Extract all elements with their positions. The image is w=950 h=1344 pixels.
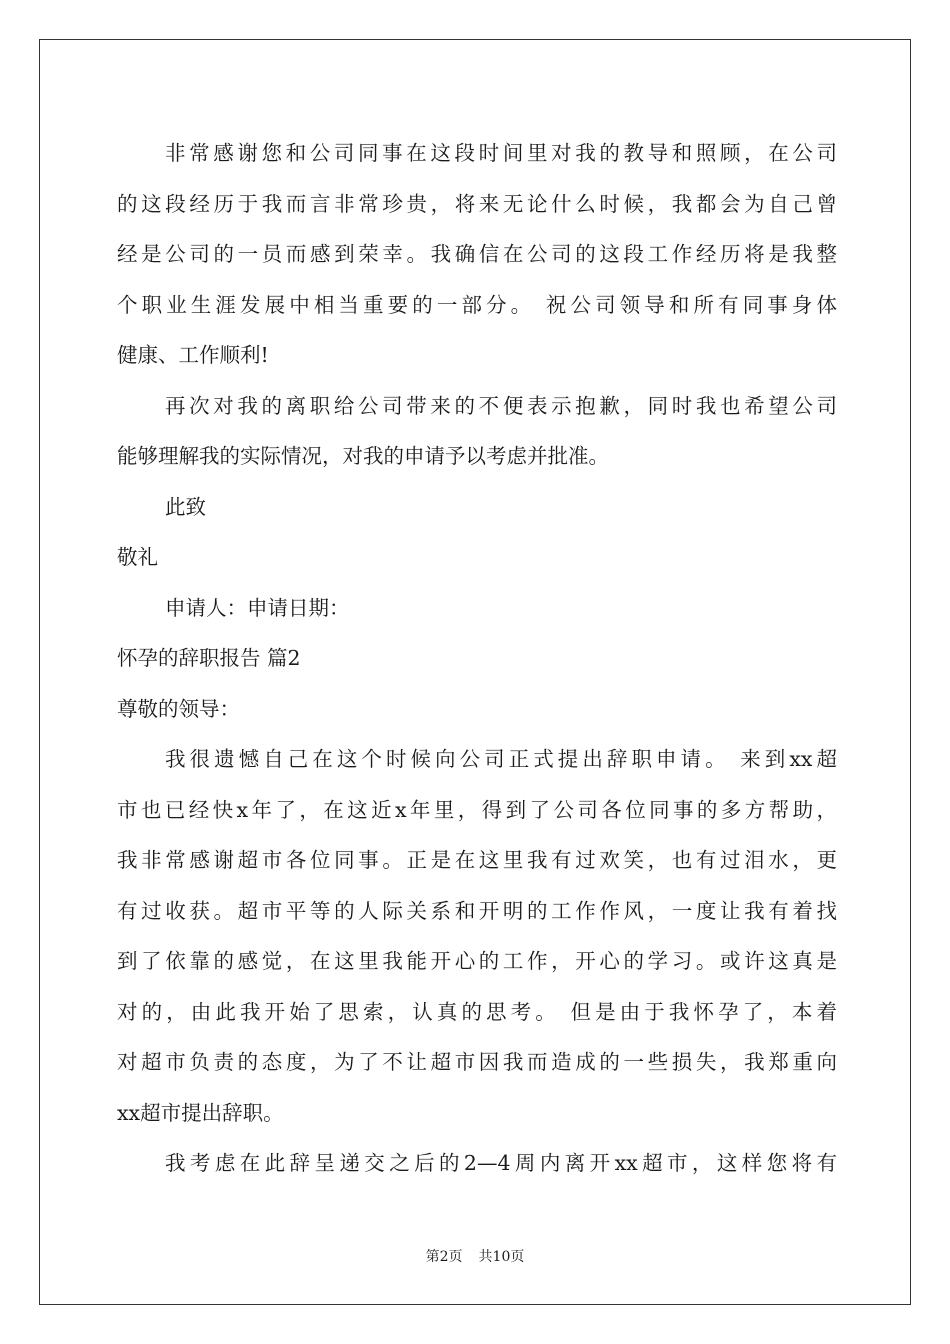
section-title: 怀孕的辞职报告 篇2 <box>117 646 301 670</box>
text-line: 对的，由此我开始了思索，认真的思考。 但是由于我怀孕了，本着 <box>117 999 837 1024</box>
text-line: 我考虑在此辞呈递交之后的2—4周内离开xx超市，这样您将有 <box>165 1151 837 1175</box>
text-line: 能够理解我的实际情况，对我的申请予以考虑并批准。 <box>117 444 609 468</box>
text-line: 再次对我的离职给公司带来的不便表示抱歉，同时我也希望公司 <box>165 393 837 418</box>
text-line: 的这段经历于我而言非常珍贵，将来无论什么时候，我都会为自己曾 <box>117 191 837 216</box>
text-line: 个职业生涯发展中相当重要的一部分。 祝公司领导和所有同事身体 <box>117 292 837 317</box>
text-line: 经是公司的一员而感到荣幸。我确信在公司的这段工作经历将是我整 <box>117 242 837 266</box>
text-line: 有过收获。超市平等的人际关系和开明的工作作风，一度让我有着找 <box>117 898 837 923</box>
signature-line: 申请人：申请日期： <box>165 595 350 620</box>
text-line: xx超市提出辞职。 <box>117 1100 284 1125</box>
text-line: 市也已经快x年了，在这近x年里，得到了公司各位同事的多方帮助， <box>117 797 837 822</box>
page-footer <box>0 1246 950 1266</box>
closing-salutation: 此致 <box>165 494 206 519</box>
text-line: 我非常感谢超市各位同事。正是在这里我有过欢笑，也有过泪水，更 <box>117 848 837 872</box>
document-body <box>117 128 837 1189</box>
greeting: 尊敬的领导： <box>117 696 240 721</box>
text-line: 非常感谢您和公司同事在这段时间里对我的教导和照顾，在公司 <box>165 141 837 165</box>
page-total: 共10页 <box>478 1249 525 1265</box>
closing-regards: 敬礼 <box>117 545 158 569</box>
text-line: 到了依靠的感觉，在这里我能开心的工作，开心的学习。或许这真是 <box>117 949 837 973</box>
page-number: 第2页 <box>425 1249 463 1265</box>
text-line: 我很遗憾自己在这个时候向公司正式提出辞职申请。 来到xx超 <box>165 747 837 771</box>
text-line: 对超市负责的态度，为了不让超市因我而造成的一些损失，我郑重向 <box>117 1050 837 1074</box>
text-line: 健康、工作顺利! <box>117 343 269 367</box>
